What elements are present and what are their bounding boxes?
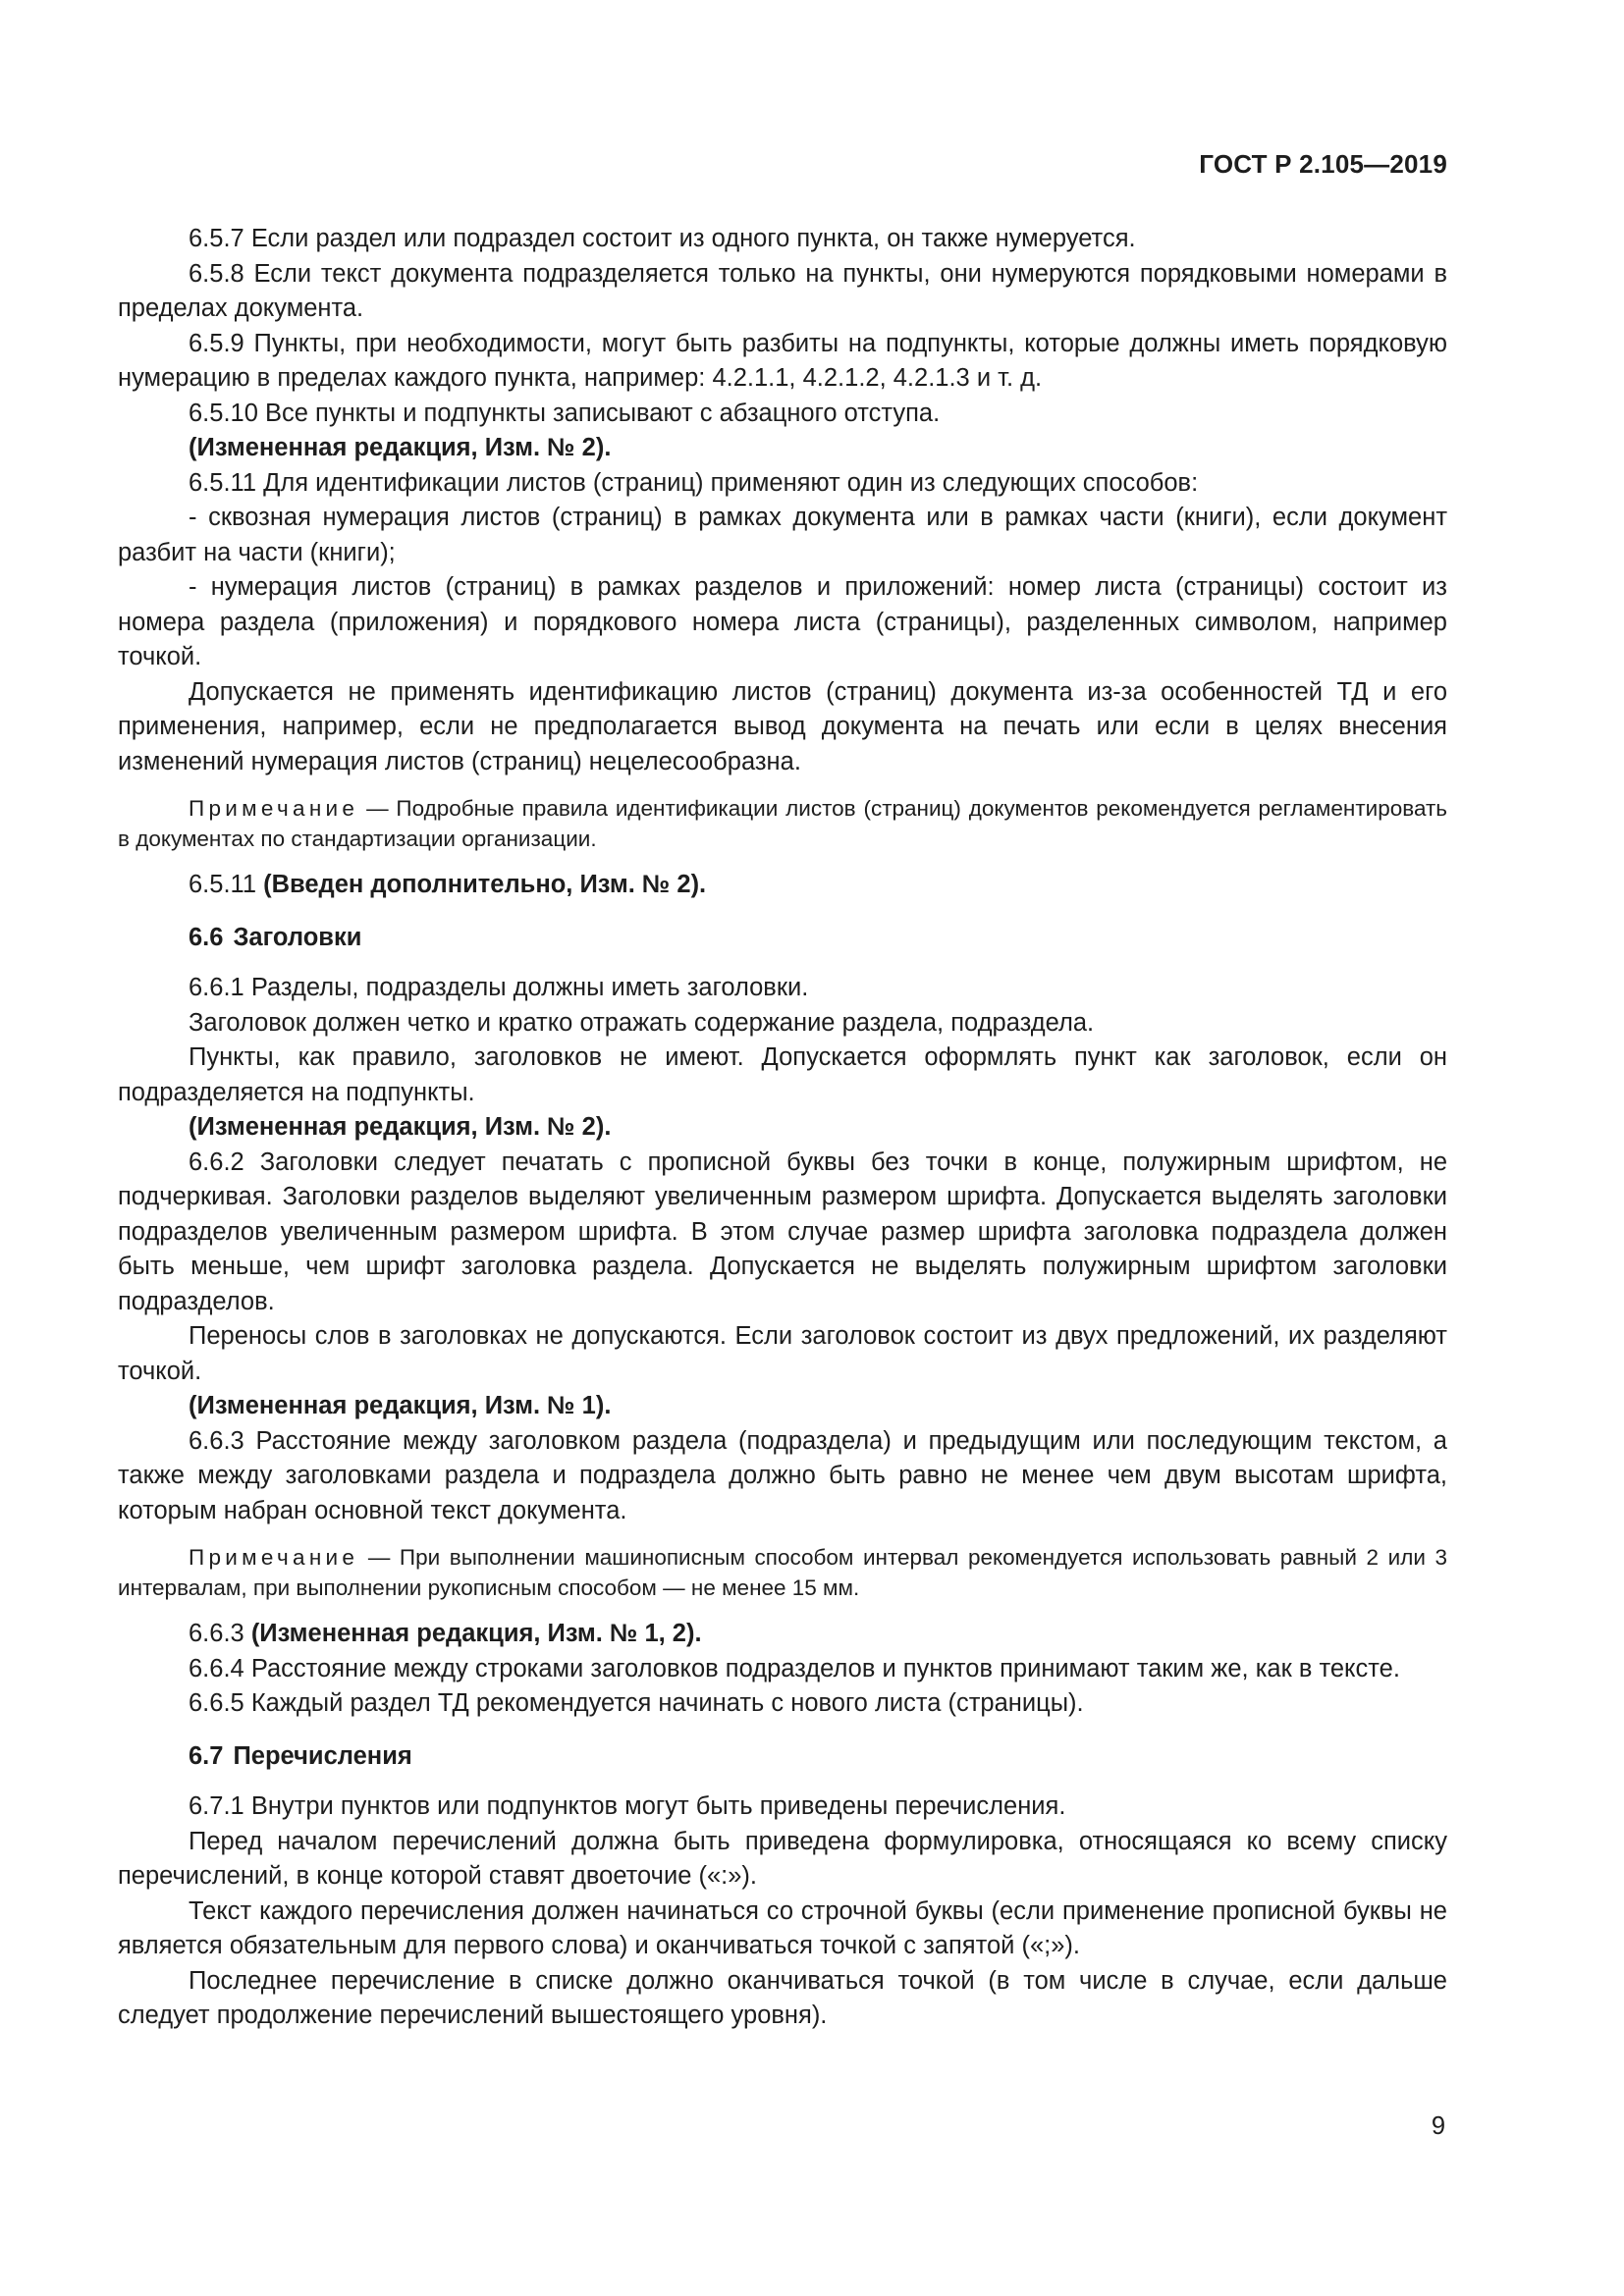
clause-6-6-3 — [118, 1424, 1447, 1529]
clause-number: 6.5.7 — [189, 225, 244, 252]
clause-6-6-4 — [118, 1652, 1447, 1687]
clause-text: Для идентификации листов (страниц) применяют один из следующих способов: — [263, 468, 1199, 497]
note-label: Примечание — [189, 1545, 359, 1570]
clause-6-5-11-introduced — [118, 868, 1447, 903]
amendment-text: (Измененная редакция, Изм. № 2). — [189, 434, 612, 461]
section-title: Перечисления — [233, 1741, 412, 1770]
clause-6-5-11 — [118, 466, 1447, 502]
list-item: - сквозная нумерация листов (страниц) в рамках документа или в рамках части (книги), если документ разбит на части (книги); — [118, 504, 1447, 566]
clause-6-5-10 — [118, 397, 1447, 432]
section-heading-6-6 — [118, 921, 1447, 956]
standard-designation: ГОСТ Р 2.105—2019 — [1199, 149, 1447, 179]
clause-text: Пункты, при необходимости, могут быть разбиты на подпункты, которые должны иметь порядковую нумерацию в пределах каждого пункта, например: 4.2.1.1, 4.2.1.2, 4.2.1.3 и т. д. — [118, 329, 1447, 392]
clause-text: Все пункты и подпункты записывают с абзацного отступа. — [265, 399, 941, 427]
list-item: - нумерация листов (страниц) в рамках разделов и приложений: номер листа (страницы) состоит из номера раздела (приложения) и порядкового номера листа (страницы), разделенных символом, например точкой. — [118, 573, 1447, 670]
note-label: Примечание — [189, 796, 359, 821]
amendment-note — [118, 1110, 1447, 1146]
clause-6-6-1 — [118, 971, 1447, 1006]
amendment-text: (Введен дополнительно, Изм. № 2). — [263, 871, 707, 898]
clause-6-5-9 — [118, 327, 1447, 397]
paragraph: Пункты, как правило, заголовков не имеют. Допускается оформлять пункт как заголовок, если он подразделяется на подпункты. — [118, 1043, 1447, 1106]
clause-number: 6.6.2 — [189, 1148, 244, 1176]
amendment-text: (Измененная редакция, Изм. № 1). — [189, 1392, 612, 1419]
section-number: 6.7 — [189, 1741, 224, 1770]
clause-number: 6.7.1 — [189, 1792, 244, 1820]
note-2 — [118, 1542, 1447, 1603]
clause-number: 6.5.11 — [189, 468, 257, 497]
clause-number: 6.6.1 — [189, 974, 244, 1001]
section-number: 6.6 — [189, 923, 224, 951]
clause-6-5-8 — [118, 257, 1447, 327]
section-title: Заголовки — [233, 923, 362, 951]
clause-text: Расстояние между строками заголовков подразделов и пунктов принимают таким же, как в тексте. — [250, 1654, 1400, 1682]
note-1 — [118, 793, 1447, 854]
clause-number: 6.5.8 — [189, 259, 244, 288]
clause-text: Разделы, подразделы должны иметь заголовки. — [250, 974, 809, 1001]
amendment-note — [118, 1389, 1447, 1424]
amendment-text: (Измененная редакция, Изм. № 2). — [189, 1113, 612, 1141]
clause-text: Если раздел или подраздел состоит из одного пункта, он также нумеруется. — [250, 225, 1136, 252]
note-text: — Подробные правила идентификации листов (страниц) документов рекомендуется регламентировать в документах по стандартизации организации. — [118, 796, 1447, 851]
clause-number: 6.6.3 — [189, 1620, 244, 1647]
paragraph: Перед началом перечислений должна быть приведена формулировка, относящаяся ко всему списку перечислений, в конце которой ставят двоеточие («:»). — [118, 1827, 1447, 1890]
clause-number: 6.6.3 — [189, 1426, 244, 1455]
clause-6-6-3-amended — [118, 1617, 1447, 1652]
paragraph: Текст каждого перечисления должен начинаться со строчной буквы (если применение прописной буквы не является обязательным для первого слова) и оканчиваться точкой с запятой («;»). — [118, 1896, 1447, 1959]
clause-number: 6.6.4 — [189, 1654, 244, 1682]
clause-6-7-1 — [118, 1789, 1447, 1825]
clause-text: Каждый раздел ТД рекомендуется начинать с нового листа (страницы). — [250, 1689, 1084, 1717]
page-number: 9 — [1431, 2112, 1445, 2140]
clause-6-6-5 — [118, 1686, 1447, 1722]
clause-text: Расстояние между заголовком раздела (подраздела) и предыдущим или последующим текстом, а также между заголовками раздела и подраздела должно быть равно не менее чем двум высотам шрифта, которым набран основной текст документа. — [118, 1426, 1447, 1524]
paragraph-permit: Допускается не применять идентификацию листов (страниц) документа из-за особенностей ТД и его применения, например, если не предполагается вывод документа на печать или если в целях внесения изменений нумерация листов (страниц) нецелесообразна. — [118, 677, 1447, 775]
paragraph: Заголовок должен четко и кратко отражать содержание раздела, подраздела. — [189, 1008, 1095, 1037]
clause-number: 6.5.11 — [189, 871, 257, 898]
clause-6-6-2 — [118, 1146, 1447, 1320]
note-text: — При выполнении машинописным способом интервал рекомендуется использовать равный 2 или 3 интервалам, при выполнении рукописным способом — не менее 15 мм. — [118, 1545, 1447, 1600]
clause-text: Внутри пунктов или подпунктов могут быть приведены перечисления. — [250, 1792, 1066, 1820]
clause-text: Если текст документа подразделяется только на пункты, они нумеруются порядковыми номерами в пределах документа. — [118, 259, 1447, 322]
clause-number: 6.5.9 — [189, 329, 244, 357]
paragraph: Последнее перечисление в списке должно оканчиваться точкой (в том числе в случае, если дальше следует продолжение перечислений вышестоящего уровня). — [118, 1966, 1447, 2029]
clause-text: Заголовки следует печатать с прописной буквы без точки в конце, полужирным шрифтом, не подчеркивая. Заголовки разделов выделяют увеличенным размером шрифта. Допускается выделять заголовки подразделов увеличенным размером шрифта. В этом случае размер шрифта заголовка подраздела должен быть меньше, чем шрифт заголовка раздела. Допускается не выделять полужирным шрифтом заголовки подразделов. — [118, 1148, 1448, 1315]
clause-number: 6.5.10 — [189, 399, 258, 427]
section-heading-6-7 — [118, 1739, 1447, 1775]
amendment-text: (Измененная редакция, Изм. № 1, 2). — [250, 1620, 702, 1647]
clause-6-5-7 — [118, 222, 1447, 257]
document-body — [118, 222, 1447, 2034]
clause-number: 6.6.5 — [189, 1689, 244, 1717]
paragraph: Переносы слов в заголовках не допускаются. Если заголовок состоит из двух предложений, их разделяют точкой. — [118, 1322, 1447, 1385]
amendment-note — [118, 431, 1447, 466]
